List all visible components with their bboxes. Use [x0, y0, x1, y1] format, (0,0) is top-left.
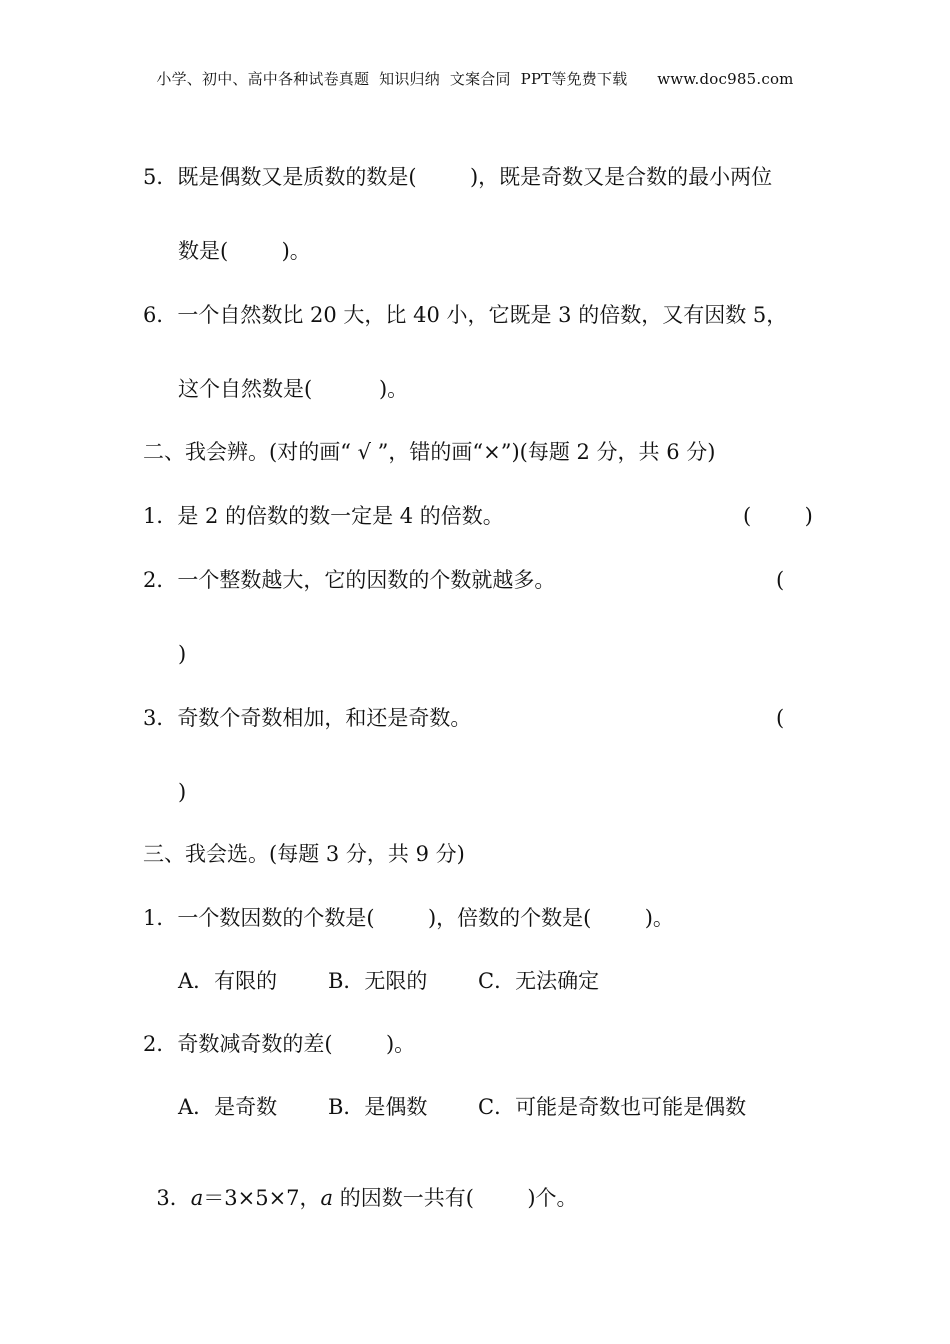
- choice-question-3-number: 3．: [156, 1186, 191, 1210]
- choice-question-2: 2．奇数减奇数的差( )。: [143, 1032, 416, 1056]
- judge-answer-bracket-2-close[interactable]: ): [178, 642, 187, 666]
- choice-2-option-c[interactable]: C．可能是奇数也可能是偶数: [478, 1095, 747, 1119]
- choice-2-option-a[interactable]: A．是奇数: [178, 1095, 278, 1119]
- choice-question-3-tail: 的因数一共有( )个。: [333, 1186, 578, 1210]
- choice-question-3: [143, 1156, 578, 1212]
- judge-question-2: 2．一个整数越大，它的因数的个数就越多。: [143, 568, 556, 592]
- judge-answer-bracket-1[interactable]: ( ): [743, 504, 813, 528]
- judge-answer-bracket-3-close[interactable]: ): [178, 780, 187, 804]
- judge-answer-bracket-3-open[interactable]: (: [776, 706, 785, 730]
- variable-a: a: [320, 1186, 334, 1210]
- choice-1-option-b[interactable]: B．无限的: [328, 969, 428, 993]
- question-5-line-2: 数是( )。: [178, 239, 311, 263]
- choice-1-option-a[interactable]: A．有限的: [178, 969, 278, 993]
- section-2-heading: 二、我会辨。(对的画“ √ ”，错的画“×”)(每题 2 分，共 6 分): [143, 440, 716, 464]
- choice-question-3-expression: ＝3×5×7，: [203, 1186, 321, 1210]
- question-6-line-2: 这个自然数是( )。: [178, 377, 409, 401]
- question-5-line-1: 5．既是偶数又是质数的数是( )，既是奇数又是合数的最小两位: [143, 165, 773, 189]
- judge-answer-bracket-2-open[interactable]: (: [776, 568, 785, 592]
- question-6-line-1: 6．一个自然数比 20 大，比 40 小，它既是 3 的倍数，又有因数 5，: [143, 303, 788, 327]
- choice-1-option-c[interactable]: C．无法确定: [478, 969, 600, 993]
- variable-a: a: [190, 1186, 204, 1210]
- choice-2-option-b[interactable]: B．是偶数: [328, 1095, 428, 1119]
- judge-question-1: 1．是 2 的倍数的数一定是 4 的倍数。: [143, 504, 504, 528]
- section-3-heading: 三、我会选。(每题 3 分，共 9 分): [143, 842, 465, 866]
- judge-question-3: 3．奇数个奇数相加，和还是奇数。: [143, 706, 472, 730]
- choice-question-1: 1．一个数因数的个数是( )，倍数的个数是( )。: [143, 906, 674, 930]
- page-header-banner: 小学、初中、高中各种试卷真题 知识归纳 文案合同 PPT等免费下载 www.doc985.com: [156, 70, 794, 88]
